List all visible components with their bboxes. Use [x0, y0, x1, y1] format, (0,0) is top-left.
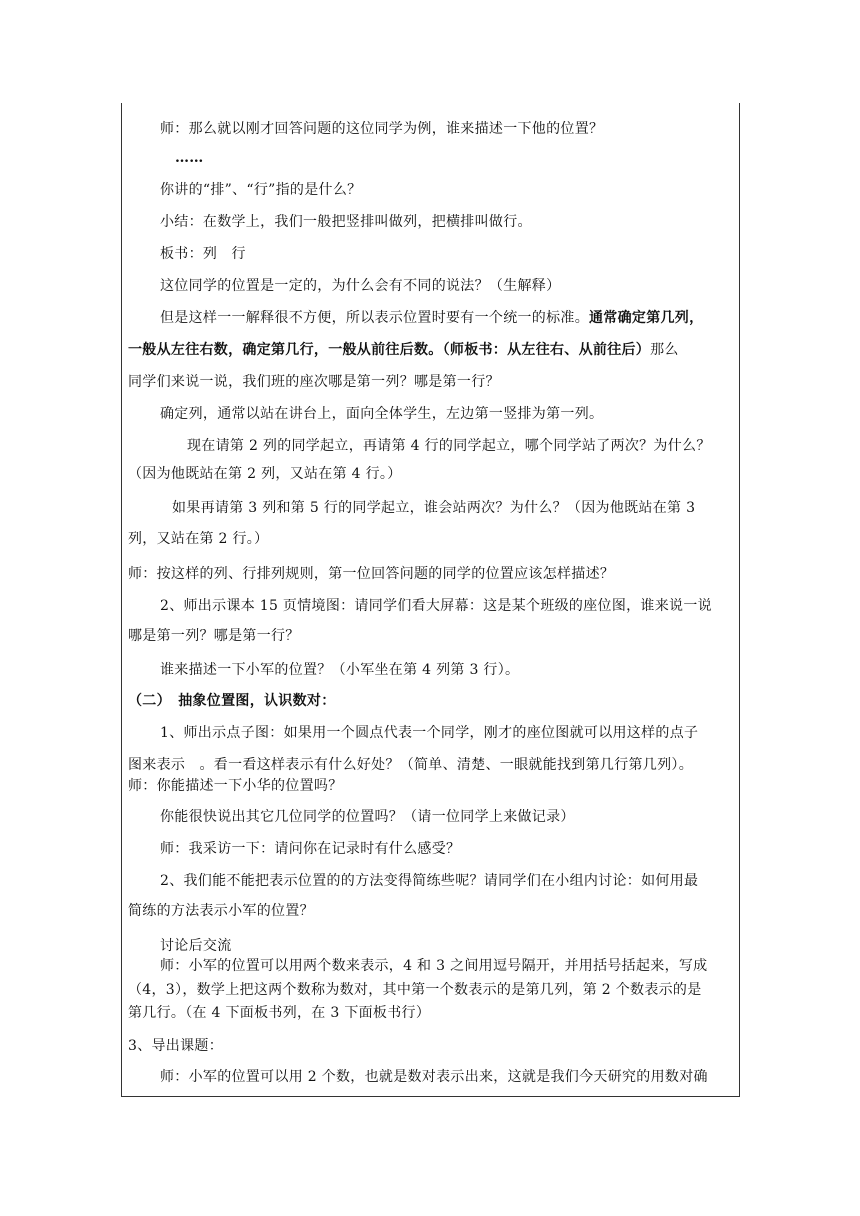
text-line: 小结：在数学上，我们一般把竖排叫做列，把横排叫做行。: [160, 214, 532, 230]
text-line: 这位同学的位置是一定的，为什么会有不同的说法？（生解释）: [160, 278, 561, 294]
text-line: 图来表示 。看一看这样表示有什么好处？（简单、清楚、一眼就能找到第几行第几列）。: [128, 757, 693, 773]
text-line: 第几行。（在 4 下面板书列，在 3 下面板书行）: [128, 1005, 431, 1021]
text-line: [160, 309, 703, 327]
text-line: （4，3），数学上把这两个数称为数对，其中第一个数表示的是第几列，第 2 个数表示的是: [128, 982, 702, 998]
text-line: 师：小军的位置可以用 2 个数，也就是数对表示出来，这就是我们今天研究的用数对确: [160, 1069, 708, 1085]
text-span: 但是这样一一解释很不方便，所以表示位置时要有一个统一的标准。: [160, 310, 589, 326]
text-line: 2、师出示课本 15 页情境图：请同学们看大屏幕：这是某个班级的座位图，谁来说一说: [160, 598, 712, 614]
text-line: 师：你能描述一下小华的位置吗？: [128, 778, 343, 794]
text-span: 那么: [650, 342, 679, 358]
text-line: 同学们来说一说，我们班的座次哪是第一列？哪是第一行？: [128, 374, 500, 390]
text-line: 师：那么就以刚才回答问题的这位同学为例，谁来描述一下他的位置？: [160, 121, 604, 137]
text-line: 师：小军的位置可以用两个数来表示，4 和 3 之间用逗号隔开，并用括号括起来，写成: [160, 958, 708, 974]
text-line: 谁来描述一下小军的位置？（小军坐在第 4 列第 3 行）。: [160, 662, 520, 678]
text-line: 师：我采访一下：请问你在记录时有什么感受？: [160, 841, 461, 857]
text-line: 2、我们能不能把表示位置的的方法变得简练些呢？请同学们在小组内讨论：如何用最: [160, 873, 699, 889]
text-line: 你能很快说出其它几位同学的位置吗？（请一位同学上来做记录）: [160, 809, 575, 825]
bold-text-span: 通常确定第几列，: [589, 310, 704, 326]
text-line: 现在请第 2 列的同学起立，再请第 4 行的同学起立，哪个同学站了两次？为什么？: [187, 438, 711, 454]
text-line: 列，又站在第 2 行。）: [128, 531, 269, 547]
text-line: 师：按这样的列、行排列规则，第一位回答问题的同学的位置应该怎样描述？: [128, 566, 615, 582]
text-line: （因为他既站在第 2 列，又站在第 4 行。）: [128, 466, 402, 482]
section-heading: （二） 抽象位置图，认识数对：: [128, 693, 336, 709]
text-line: [128, 341, 679, 359]
ellipsis-line: ……: [175, 150, 204, 166]
text-line: 如果再请第 3 列和第 5 行的同学起立，谁会站两次？为什么？（因为他既站在第 3: [172, 500, 696, 516]
bold-text-span: 一般从左往右数，确定第几行，一般从前往后数。（师板书：从左往右、从前往后）: [128, 342, 651, 358]
text-line: 讨论后交流: [160, 938, 232, 954]
text-line: 确定列，通常以站在讲台上，面向全体学生，左边第一竖排为第一列。: [160, 406, 604, 422]
text-line: 3、导出课题：: [128, 1038, 224, 1054]
text-line: 哪是第一列？哪是第一行？: [128, 628, 300, 644]
text-line: 你讲的“排”、“行”指的是什么？: [160, 182, 362, 198]
text-line: 板书：列 行: [160, 246, 246, 262]
text-line: 简练的方法表示小军的位置？: [128, 903, 314, 919]
text-line: 1、师出示点子图：如果用一个圆点代表一个同学，刚才的座位图就可以用这样的点子: [160, 725, 699, 741]
